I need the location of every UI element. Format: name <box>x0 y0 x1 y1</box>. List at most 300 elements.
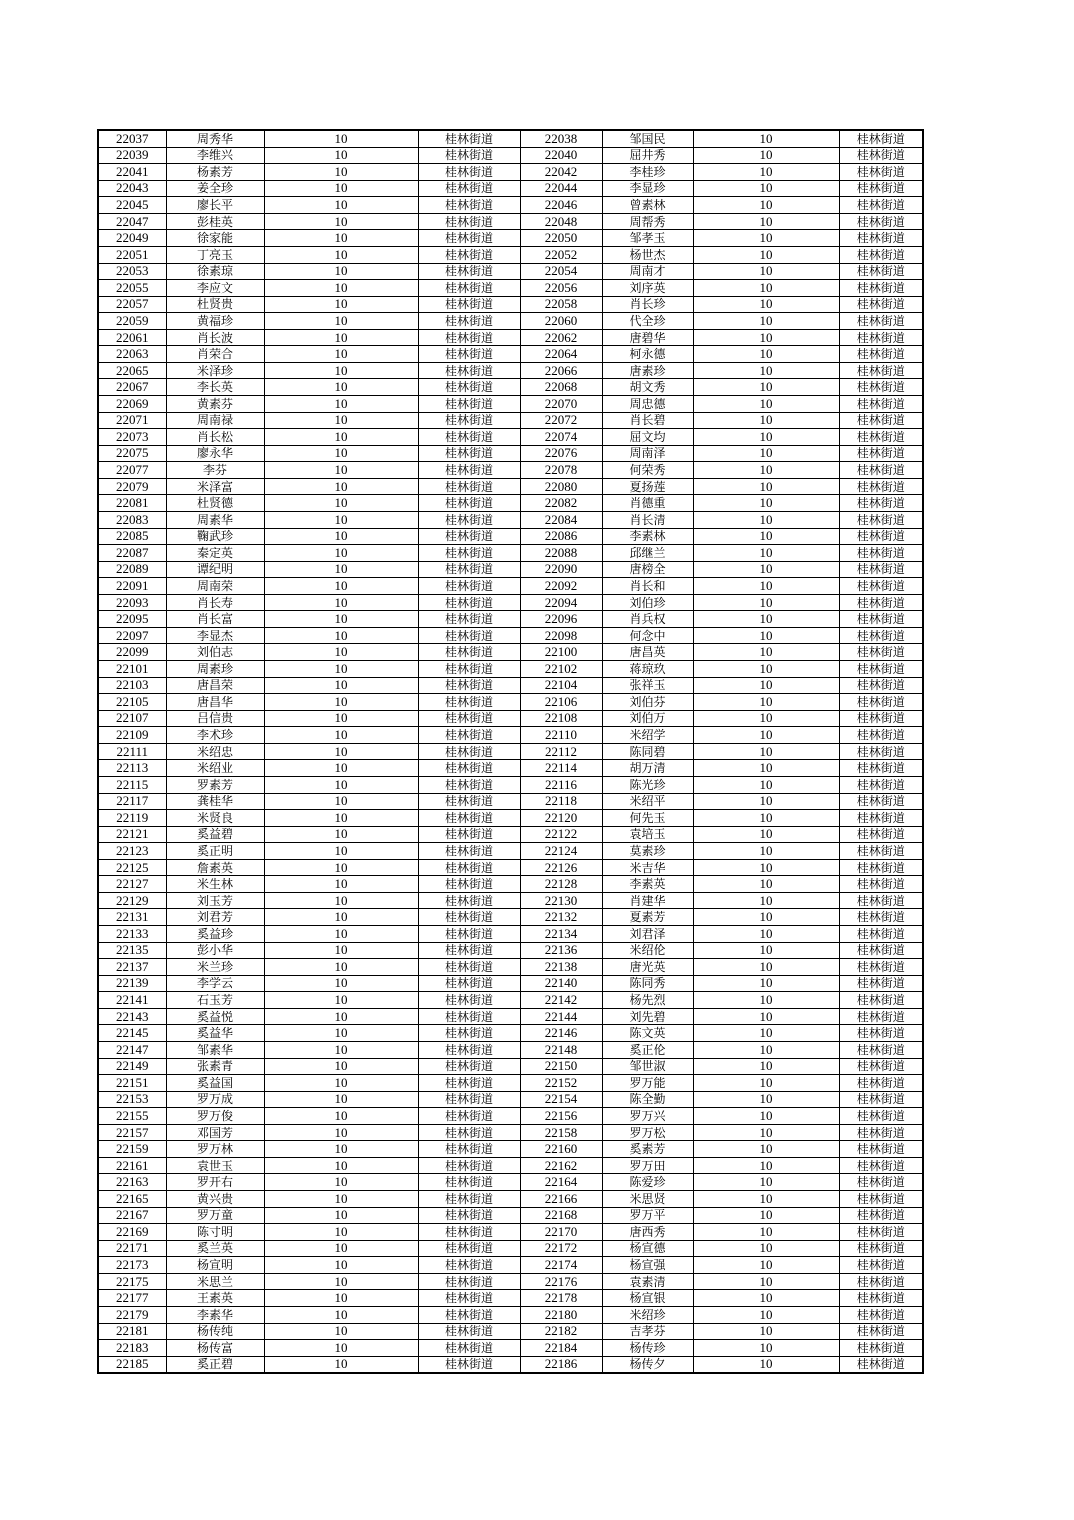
table-row <box>98 942 923 959</box>
street-cell: 桂林街道 <box>418 727 520 744</box>
id-cell: 22061 <box>98 329 166 346</box>
street-cell: 桂林街道 <box>418 478 520 495</box>
amount-cell: 10 <box>693 246 839 263</box>
amount-cell: 10 <box>264 826 418 843</box>
amount-cell: 10 <box>693 1207 839 1224</box>
id-cell: 22144 <box>520 1008 602 1025</box>
id-cell: 22145 <box>98 1025 166 1042</box>
name-cell: 刘君芳 <box>166 909 264 926</box>
name-cell: 邹世淑 <box>602 1058 693 1075</box>
table-row <box>98 594 923 611</box>
name-cell: 唐榜全 <box>602 561 693 578</box>
amount-cell: 10 <box>264 478 418 495</box>
street-cell: 桂林街道 <box>839 578 923 595</box>
amount-cell: 10 <box>264 1124 418 1141</box>
id-cell: 22107 <box>98 710 166 727</box>
amount-cell: 10 <box>264 1290 418 1307</box>
street-cell: 桂林街道 <box>839 859 923 876</box>
table-row <box>98 644 923 661</box>
amount-cell: 10 <box>264 1075 418 1092</box>
name-cell: 何先玉 <box>602 810 693 827</box>
id-cell: 22143 <box>98 1008 166 1025</box>
amount-cell: 10 <box>264 710 418 727</box>
street-cell: 桂林街道 <box>418 1191 520 1208</box>
street-cell: 桂林街道 <box>839 710 923 727</box>
street-cell: 桂林街道 <box>839 992 923 1009</box>
street-cell: 桂林街道 <box>418 611 520 628</box>
street-cell: 桂林街道 <box>839 942 923 959</box>
amount-cell: 10 <box>693 313 839 330</box>
street-cell: 桂林街道 <box>418 1224 520 1241</box>
amount-cell: 10 <box>693 561 839 578</box>
name-cell: 肖长清 <box>602 511 693 528</box>
amount-cell: 10 <box>264 810 418 827</box>
amount-cell: 10 <box>264 313 418 330</box>
name-cell: 米兰珍 <box>166 959 264 976</box>
amount-cell: 10 <box>693 1025 839 1042</box>
table-row <box>98 147 923 164</box>
street-cell: 桂林街道 <box>418 561 520 578</box>
street-cell: 桂林街道 <box>418 130 520 147</box>
id-cell: 22172 <box>520 1240 602 1257</box>
amount-cell: 10 <box>693 793 839 810</box>
name-cell: 周素华 <box>166 511 264 528</box>
id-cell: 22049 <box>98 230 166 247</box>
street-cell: 桂林街道 <box>418 859 520 876</box>
id-cell: 22146 <box>520 1025 602 1042</box>
name-cell: 李桂珍 <box>602 164 693 181</box>
amount-cell: 10 <box>264 1323 418 1340</box>
name-cell: 杨宣明 <box>166 1257 264 1274</box>
id-cell: 22080 <box>520 478 602 495</box>
table-row <box>98 992 923 1009</box>
street-cell: 桂林街道 <box>418 379 520 396</box>
id-cell: 22087 <box>98 545 166 562</box>
amount-cell: 10 <box>693 892 839 909</box>
table-row <box>98 230 923 247</box>
table-row <box>98 1273 923 1290</box>
table-row <box>98 710 923 727</box>
amount-cell: 10 <box>693 147 839 164</box>
name-cell: 杨传珍 <box>602 1340 693 1357</box>
amount-cell: 10 <box>264 412 418 429</box>
id-cell: 22104 <box>520 677 602 694</box>
name-cell: 米吉华 <box>602 859 693 876</box>
amount-cell: 10 <box>693 478 839 495</box>
table-row <box>98 677 923 694</box>
table-row <box>98 1356 923 1373</box>
street-cell: 桂林街道 <box>418 1108 520 1125</box>
amount-cell: 10 <box>693 992 839 1009</box>
name-cell: 黄福珍 <box>166 313 264 330</box>
street-cell: 桂林街道 <box>418 876 520 893</box>
amount-cell: 10 <box>693 329 839 346</box>
amount-cell: 10 <box>264 296 418 313</box>
amount-cell: 10 <box>264 594 418 611</box>
name-cell: 黄素芬 <box>166 396 264 413</box>
amount-cell: 10 <box>264 362 418 379</box>
street-cell: 桂林街道 <box>418 180 520 197</box>
amount-cell: 10 <box>264 578 418 595</box>
name-cell: 罗万田 <box>602 1157 693 1174</box>
amount-cell: 10 <box>264 677 418 694</box>
street-cell: 桂林街道 <box>418 412 520 429</box>
street-cell: 桂林街道 <box>418 346 520 363</box>
street-cell: 桂林街道 <box>839 1091 923 1108</box>
id-cell: 22048 <box>520 213 602 230</box>
id-cell: 22120 <box>520 810 602 827</box>
id-cell: 22092 <box>520 578 602 595</box>
name-cell: 唐素珍 <box>602 362 693 379</box>
id-cell: 22046 <box>520 197 602 214</box>
name-cell: 屈文均 <box>602 429 693 446</box>
street-cell: 桂林街道 <box>839 545 923 562</box>
name-cell: 奚益碧 <box>166 826 264 843</box>
id-cell: 22122 <box>520 826 602 843</box>
name-cell: 丁亮玉 <box>166 246 264 263</box>
street-cell: 桂林街道 <box>418 1157 520 1174</box>
id-cell: 22100 <box>520 644 602 661</box>
table-row <box>98 246 923 263</box>
amount-cell: 10 <box>264 213 418 230</box>
street-cell: 桂林街道 <box>839 594 923 611</box>
name-cell: 邹素华 <box>166 1041 264 1058</box>
amount-cell: 10 <box>264 992 418 1009</box>
amount-cell: 10 <box>264 1108 418 1125</box>
id-cell: 22065 <box>98 362 166 379</box>
table-row <box>98 926 923 943</box>
id-cell: 22050 <box>520 230 602 247</box>
id-cell: 22043 <box>98 180 166 197</box>
id-cell: 22094 <box>520 594 602 611</box>
id-cell: 22140 <box>520 975 602 992</box>
table-row <box>98 130 923 147</box>
name-cell: 邱继兰 <box>602 545 693 562</box>
id-cell: 22060 <box>520 313 602 330</box>
street-cell: 桂林街道 <box>839 826 923 843</box>
table-row <box>98 776 923 793</box>
table-row <box>98 1340 923 1357</box>
amount-cell: 10 <box>264 1240 418 1257</box>
street-cell: 桂林街道 <box>839 180 923 197</box>
street-cell: 桂林街道 <box>839 462 923 479</box>
id-cell: 22182 <box>520 1323 602 1340</box>
name-cell: 陈文英 <box>602 1025 693 1042</box>
street-cell: 桂林街道 <box>418 594 520 611</box>
name-cell: 罗万兴 <box>602 1108 693 1125</box>
id-cell: 22116 <box>520 776 602 793</box>
id-cell: 22142 <box>520 992 602 1009</box>
amount-cell: 10 <box>693 710 839 727</box>
street-cell: 桂林街道 <box>839 147 923 164</box>
street-cell: 桂林街道 <box>839 478 923 495</box>
amount-cell: 10 <box>693 1191 839 1208</box>
amount-cell: 10 <box>264 561 418 578</box>
amount-cell: 10 <box>693 826 839 843</box>
table-row <box>98 892 923 909</box>
table-row <box>98 843 923 860</box>
table-row <box>98 1306 923 1323</box>
name-cell: 刘先碧 <box>602 1008 693 1025</box>
table-row <box>98 1290 923 1307</box>
name-cell: 米绍伦 <box>602 942 693 959</box>
amount-cell: 10 <box>693 1174 839 1191</box>
amount-cell: 10 <box>693 611 839 628</box>
street-cell: 桂林街道 <box>839 1124 923 1141</box>
amount-cell: 10 <box>693 1224 839 1241</box>
table-row <box>98 263 923 280</box>
id-cell: 22038 <box>520 130 602 147</box>
id-cell: 22085 <box>98 528 166 545</box>
id-cell: 22089 <box>98 561 166 578</box>
amount-cell: 10 <box>693 1257 839 1274</box>
id-cell: 22156 <box>520 1108 602 1125</box>
table-row <box>98 1091 923 1108</box>
amount-cell: 10 <box>264 545 418 562</box>
street-cell: 桂林街道 <box>839 1174 923 1191</box>
amount-cell: 10 <box>693 1356 839 1373</box>
street-cell: 桂林街道 <box>839 313 923 330</box>
amount-cell: 10 <box>693 528 839 545</box>
name-cell: 蒋琼玖 <box>602 661 693 678</box>
name-cell: 米生林 <box>166 876 264 893</box>
id-cell: 22179 <box>98 1306 166 1323</box>
roster-table <box>97 129 924 1374</box>
street-cell: 桂林街道 <box>418 1207 520 1224</box>
id-cell: 22118 <box>520 793 602 810</box>
amount-cell: 10 <box>264 1257 418 1274</box>
street-cell: 桂林街道 <box>418 362 520 379</box>
id-cell: 22095 <box>98 611 166 628</box>
table-row <box>98 561 923 578</box>
amount-cell: 10 <box>264 495 418 512</box>
amount-cell: 10 <box>264 130 418 147</box>
amount-cell: 10 <box>693 859 839 876</box>
id-cell: 22129 <box>98 892 166 909</box>
amount-cell: 10 <box>693 578 839 595</box>
table-row <box>98 760 923 777</box>
street-cell: 桂林街道 <box>418 511 520 528</box>
street-cell: 桂林街道 <box>839 130 923 147</box>
name-cell: 李素林 <box>602 528 693 545</box>
amount-cell: 10 <box>264 892 418 909</box>
name-cell: 罗开右 <box>166 1174 264 1191</box>
amount-cell: 10 <box>264 1356 418 1373</box>
table-row <box>98 346 923 363</box>
name-cell: 周南荣 <box>166 578 264 595</box>
street-cell: 桂林街道 <box>418 263 520 280</box>
amount-cell: 10 <box>693 1306 839 1323</box>
id-cell: 22148 <box>520 1041 602 1058</box>
id-cell: 22123 <box>98 843 166 860</box>
name-cell: 代全珍 <box>602 313 693 330</box>
amount-cell: 10 <box>264 1273 418 1290</box>
street-cell: 桂林街道 <box>839 329 923 346</box>
amount-cell: 10 <box>264 1058 418 1075</box>
street-cell: 桂林街道 <box>839 1340 923 1357</box>
id-cell: 22136 <box>520 942 602 959</box>
name-cell: 肖长珍 <box>602 296 693 313</box>
street-cell: 桂林街道 <box>418 578 520 595</box>
street-cell: 桂林街道 <box>839 1323 923 1340</box>
street-cell: 桂林街道 <box>418 396 520 413</box>
id-cell: 22176 <box>520 1273 602 1290</box>
name-cell: 杨素芳 <box>166 164 264 181</box>
roster-table-body <box>98 130 923 1373</box>
name-cell: 唐昌荣 <box>166 677 264 694</box>
id-cell: 22082 <box>520 495 602 512</box>
street-cell: 桂林街道 <box>839 975 923 992</box>
id-cell: 22084 <box>520 511 602 528</box>
street-cell: 桂林街道 <box>418 1340 520 1357</box>
name-cell: 周南才 <box>602 263 693 280</box>
street-cell: 桂林街道 <box>418 147 520 164</box>
street-cell: 桂林街道 <box>418 213 520 230</box>
amount-cell: 10 <box>264 644 418 661</box>
id-cell: 22040 <box>520 147 602 164</box>
table-row <box>98 611 923 628</box>
id-cell: 22062 <box>520 329 602 346</box>
id-cell: 22133 <box>98 926 166 943</box>
amount-cell: 10 <box>264 180 418 197</box>
name-cell: 刘君泽 <box>602 926 693 943</box>
table-row <box>98 1174 923 1191</box>
name-cell: 徐素琼 <box>166 263 264 280</box>
id-cell: 22109 <box>98 727 166 744</box>
street-cell: 桂林街道 <box>418 959 520 976</box>
street-cell: 桂林街道 <box>839 926 923 943</box>
street-cell: 桂林街道 <box>418 462 520 479</box>
id-cell: 22132 <box>520 909 602 926</box>
table-row <box>98 1240 923 1257</box>
table-row <box>98 545 923 562</box>
amount-cell: 10 <box>693 495 839 512</box>
id-cell: 22183 <box>98 1340 166 1357</box>
id-cell: 22042 <box>520 164 602 181</box>
name-cell: 陈寸明 <box>166 1224 264 1241</box>
amount-cell: 10 <box>264 429 418 446</box>
amount-cell: 10 <box>264 263 418 280</box>
amount-cell: 10 <box>264 164 418 181</box>
id-cell: 22098 <box>520 627 602 644</box>
id-cell: 22181 <box>98 1323 166 1340</box>
id-cell: 22112 <box>520 743 602 760</box>
id-cell: 22057 <box>98 296 166 313</box>
street-cell: 桂林街道 <box>418 246 520 263</box>
id-cell: 22090 <box>520 561 602 578</box>
id-cell: 22056 <box>520 280 602 297</box>
name-cell: 奚益国 <box>166 1075 264 1092</box>
street-cell: 桂林街道 <box>839 528 923 545</box>
amount-cell: 10 <box>264 462 418 479</box>
id-cell: 22175 <box>98 1273 166 1290</box>
id-cell: 22053 <box>98 263 166 280</box>
amount-cell: 10 <box>693 942 839 959</box>
table-row <box>98 909 923 926</box>
table-row <box>98 1041 923 1058</box>
street-cell: 桂林街道 <box>418 164 520 181</box>
street-cell: 桂林街道 <box>418 1323 520 1340</box>
amount-cell: 10 <box>693 1141 839 1158</box>
name-cell: 肖长寿 <box>166 594 264 611</box>
name-cell: 杜贤德 <box>166 495 264 512</box>
name-cell: 龚桂华 <box>166 793 264 810</box>
street-cell: 桂林街道 <box>839 1108 923 1125</box>
street-cell: 桂林街道 <box>839 213 923 230</box>
table-row <box>98 1108 923 1125</box>
amount-cell: 10 <box>264 1025 418 1042</box>
name-cell: 米泽珍 <box>166 362 264 379</box>
name-cell: 吕信贵 <box>166 710 264 727</box>
street-cell: 桂林街道 <box>418 1058 520 1075</box>
table-row <box>98 1257 923 1274</box>
name-cell: 杨宣银 <box>602 1290 693 1307</box>
street-cell: 桂林街道 <box>418 627 520 644</box>
street-cell: 桂林街道 <box>839 793 923 810</box>
street-cell: 桂林街道 <box>839 694 923 711</box>
amount-cell: 10 <box>693 776 839 793</box>
id-cell: 22078 <box>520 462 602 479</box>
table-row <box>98 412 923 429</box>
name-cell: 刘伯珍 <box>602 594 693 611</box>
id-cell: 22126 <box>520 859 602 876</box>
street-cell: 桂林街道 <box>418 743 520 760</box>
amount-cell: 10 <box>264 445 418 462</box>
amount-cell: 10 <box>693 445 839 462</box>
amount-cell: 10 <box>264 843 418 860</box>
amount-cell: 10 <box>264 246 418 263</box>
name-cell: 李素华 <box>166 1306 264 1323</box>
id-cell: 22168 <box>520 1207 602 1224</box>
amount-cell: 10 <box>264 975 418 992</box>
name-cell: 张素青 <box>166 1058 264 1075</box>
name-cell: 米绍忠 <box>166 743 264 760</box>
street-cell: 桂林街道 <box>839 876 923 893</box>
street-cell: 桂林街道 <box>839 1257 923 1274</box>
street-cell: 桂林街道 <box>839 197 923 214</box>
name-cell: 米绍珍 <box>602 1306 693 1323</box>
table-row <box>98 396 923 413</box>
id-cell: 22147 <box>98 1041 166 1058</box>
amount-cell: 10 <box>693 926 839 943</box>
street-cell: 桂林街道 <box>839 263 923 280</box>
amount-cell: 10 <box>693 694 839 711</box>
amount-cell: 10 <box>693 263 839 280</box>
street-cell: 桂林街道 <box>418 843 520 860</box>
name-cell: 邓国芳 <box>166 1124 264 1141</box>
name-cell: 刘伯志 <box>166 644 264 661</box>
street-cell: 桂林街道 <box>839 511 923 528</box>
street-cell: 桂林街道 <box>839 1058 923 1075</box>
amount-cell: 10 <box>264 1340 418 1357</box>
amount-cell: 10 <box>264 1141 418 1158</box>
street-cell: 桂林街道 <box>839 776 923 793</box>
table-row <box>98 180 923 197</box>
name-cell: 吉孝芬 <box>602 1323 693 1340</box>
id-cell: 22069 <box>98 396 166 413</box>
amount-cell: 10 <box>264 1207 418 1224</box>
name-cell: 袁世玉 <box>166 1157 264 1174</box>
table-row <box>98 793 923 810</box>
id-cell: 22075 <box>98 445 166 462</box>
amount-cell: 10 <box>264 511 418 528</box>
street-cell: 桂林街道 <box>839 959 923 976</box>
name-cell: 杨传夕 <box>602 1356 693 1373</box>
name-cell: 彭小华 <box>166 942 264 959</box>
table-row <box>98 445 923 462</box>
table-row <box>98 197 923 214</box>
street-cell: 桂林街道 <box>418 909 520 926</box>
